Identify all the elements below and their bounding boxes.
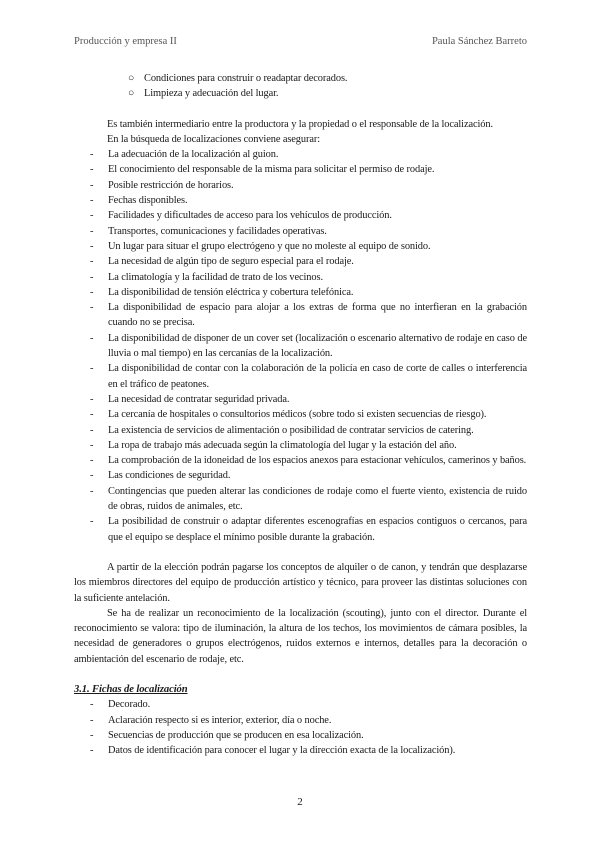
dash-bullet-icon: - [90,240,94,252]
list-item: - Fechas disponibles. [74,193,527,208]
dash-bullet-icon: - [90,424,94,436]
list-item: - Contingencias que pueden alterar las condiciones de rodaje como el fuerte viento, existencia de ruido de obras, ruidos de animales, etc. [90,485,527,513]
intro-paragraph: Es también intermediario entre la productora y la propiedad o el responsable de la localización. [107,118,493,130]
page-header [74,36,527,50]
list-item: - La necesidad de algún tipo de seguro especial para el rodaje. [74,254,527,269]
list-item: ○ Limpieza y adecuación del lugar. [74,86,527,101]
dash-bullet-icon: - [90,195,94,207]
list-item: - Facilidades y dificultades de acceso para los vehículos de producción. [74,208,527,223]
circle-bullet-icon: ○ [128,88,135,100]
list-item: - Secuencias de producción que se producen en esa localización. [74,728,527,743]
list-item: - El conocimiento del responsable de la misma para solicitar el permiso de rodaje. [74,162,527,177]
dash-bullet-icon: - [90,225,94,237]
dash-bullet-icon: - [90,485,94,497]
header-course-title: Producción y empresa II [74,36,177,47]
dash-bullet-icon: - [90,302,94,314]
dash-bullet-icon: - [90,149,94,161]
header-author: Paula Sánchez Barreto [431,36,527,47]
dash-bullet-icon: - [90,393,94,405]
paragraph-election: A partir de la elección podrán pagarse los conceptos de alquiler o de canon, y tendrán que desplazarse los miembros directores del equipo de producción artístico y técnico, para proveer las distintas soluciones con la suficiente antelación. [74,561,527,604]
list-item: - La adecuación de la localización al guion. [74,147,527,162]
section-list [74,697,527,758]
list-item: - Las condiciones de seguridad. [74,468,527,483]
list-item: - Un lugar para situar el grupo electrógeno y que no moleste al equipo de sonido. [74,239,527,254]
section-heading: 3.1. Fichas de localización [74,683,188,695]
dash-bullet-icon: - [90,363,94,375]
list-item: - La posibilidad de construir o adaptar diferentes escenografías en espacios contiguos o cercanos, para que el equipo se desplace el mínimo posible durante la grabación. [90,516,527,543]
dash-bullet-icon: - [90,286,94,298]
list-item: ○ Condiciones para construir o readaptar decorados. [74,71,527,86]
list-item: - Decorado. [74,697,527,712]
location-checklist [74,147,527,545]
dash-bullet-icon: - [90,409,94,421]
sub-list [74,71,527,102]
list-item: - Posible restricción de horarios. [74,178,527,193]
dash-bullet-icon: - [90,699,94,711]
dash-bullet-icon: - [90,714,94,726]
list-item: - Transportes, comunicaciones y facilidades operativas. [74,224,527,239]
dash-bullet-icon: - [90,439,94,451]
circle-bullet-icon: ○ [128,73,135,84]
dash-bullet-icon: - [90,455,94,467]
list-item: - La cercanía de hospitales o consultorios médicos (sobre todo si existen secuencias de riesgo). [74,407,527,422]
list-item: - La disponibilidad de disponer de un cover set (localización o escenario alternativo de rodaje en caso de lluvia o mal tiempo) en las cercanías de la localización. [90,332,527,360]
list-item: - La existencia de servicios de alimentación o posibilidad de contratar servicios de catering. [74,423,527,438]
list-item: - La climatología y la facilidad de trato de los vecinos. [74,270,527,285]
list-item: - La necesidad de contratar seguridad privada. [74,392,527,407]
dash-bullet-icon: - [90,210,94,222]
list-item: - La disponibilidad de espacio para alojar a los extras de forma que no interfieran en la grabación cuando no se precisa. [90,302,527,329]
dash-bullet-icon: - [90,516,94,528]
page-number: 2 [297,796,303,808]
paragraph-scouting: Se ha de realizar un reconocimiento de la localización (scouting), junto con el director. Durante el reconocimiento se valora: tipo de iluminación, la altura de los techos, los movimientos de cámara posibles, la necesidad de generadores o grupos electrógenos, ruidos externos e internos, detalles para la decoración o ambientación del escenario de rodaje, etc. [74,607,527,665]
list-item: - La disponibilidad de contar con la colaboración de la policía en caso de corte de calles o interferencia en el tráfico de peatones. [90,363,527,390]
list-item: - La disponibilidad de tensión eléctrica y cobertura telefónica. [74,285,527,300]
dash-bullet-icon: - [90,470,94,482]
dash-bullet-icon: - [90,332,94,344]
dash-bullet-icon: - [90,271,94,283]
list-item: - La comprobación de la idoneidad de los espacios anexos para estacionar vehículos, camerinos y baños. [74,453,527,468]
dash-bullet-icon: - [90,729,94,741]
dash-bullet-icon: - [90,164,94,176]
dash-bullet-icon: - [90,745,94,757]
page-content [74,71,527,758]
dash-bullet-icon: - [90,256,94,268]
list-item: - Aclaración respecto si es interior, exterior, día o noche. [74,713,527,728]
list-item: - La ropa de trabajo más adecuada según la climatología del lugar y la estación del año. [74,438,527,453]
list-item: - Datos de identificación para conocer el lugar y la dirección exacta de la localización). [74,743,527,758]
dash-bullet-icon: - [90,179,94,191]
checklist-lead: En la búsqueda de localizaciones conviene asegurar: [107,133,321,145]
